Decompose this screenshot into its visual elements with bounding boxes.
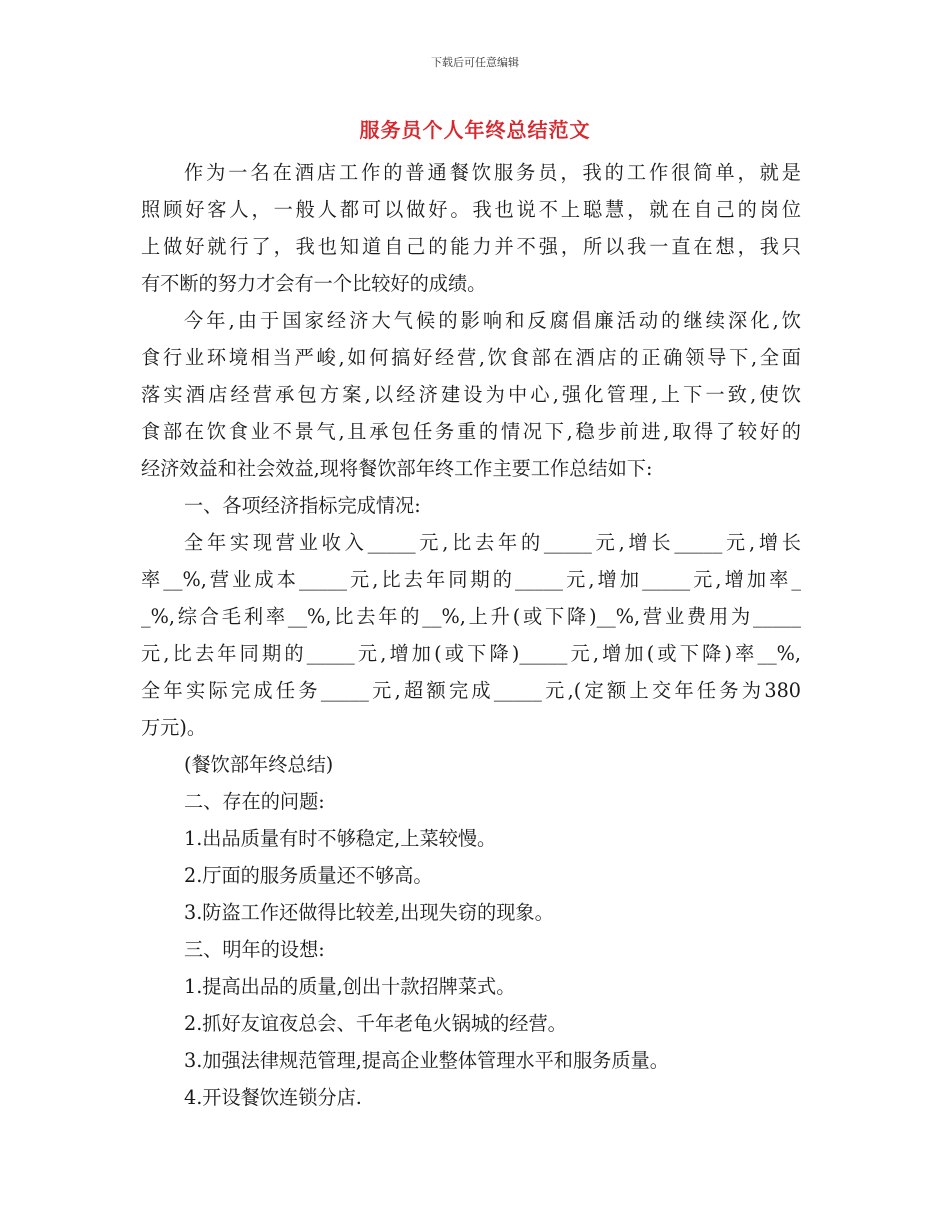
paragraph-line: 落实酒店经营承包方案,以经济建设为中心,强化管理,上下一致,使饮 [141, 383, 801, 406]
section-heading-3: 三、明年的设想: [184, 938, 325, 961]
paragraph-line: _%,综合毛利率__%,比去年的__%,上升(或下降)__%,营业费用为_____ [141, 605, 801, 628]
paragraph-line: 元,比去年同期的_____元,增加(或下降)_____元,增加(或下降)率__%, [141, 642, 801, 665]
paragraph-line: 率__%,营业成本_____元,比去年同期的_____元,增加_____元,增加率_ [141, 568, 801, 591]
paragraph-line: 食部在饮食业不景气,且承包任务重的情况下,稳步前进,取得了较好的 [141, 420, 801, 443]
paragraph-line: 食行业环境相当严峻,如何搞好经营,饮食部在酒店的正确领导下,全面 [141, 346, 801, 369]
paragraph-line: 作为一名在酒店工作的普通餐饮服务员，我的工作很简单，就是 [184, 161, 801, 184]
paragraph-line: 照顾好客人，一般人都可以做好。我也说不上聪慧，就在自己的岗位 [141, 198, 801, 221]
list-item: 3.防盗工作还做得比较差,出现失窃的现象。 [184, 901, 554, 924]
list-item: 2.抓好友谊夜总会、千年老龟火锅城的经营。 [184, 1012, 567, 1035]
section-heading-2: 二、存在的问题: [184, 790, 325, 813]
paragraph-line: 经济效益和社会效益,现将餐饮部年终工作主要工作总结如下: [141, 457, 653, 480]
list-item: 1.出品质量有时不够稳定,上菜较慢。 [184, 827, 497, 850]
list-item: 1.提高出品的质量,创出十款招牌菜式。 [184, 975, 516, 998]
header-note: 下载后可任意编辑 [431, 56, 519, 69]
paragraph-line: 万元)。 [141, 716, 207, 739]
list-item: 3.加强法律规范管理,提高企业整体管理水平和服务质量。 [184, 1049, 669, 1072]
note-line: (餐饮部年终总结) [184, 753, 334, 776]
paragraph-line: 全年实现营业收入_____元,比去年的_____元,增长_____元,增长 [184, 531, 801, 554]
section-heading-1: 一、各项经济指标完成情况: [184, 494, 421, 517]
document-title: 服务员个人年终总结范文 [359, 118, 591, 142]
paragraph-line: 全年实际完成任务_____元,超额完成_____元,(定额上交年任务为380 [141, 679, 801, 702]
paragraph-line: 今年,由于国家经济大气候的影响和反腐倡廉活动的继续深化,饮 [184, 309, 801, 332]
list-item: 2.厅面的服务质量还不够高。 [184, 864, 433, 887]
document-body [141, 154, 801, 1116]
paragraph-line: 有不断的努力才会有一个比较好的成绩。 [141, 272, 487, 295]
list-item: 4.开设餐饮连锁分店. [184, 1086, 362, 1109]
paragraph-line: 上做好就行了，我也知道自己的能力并不强，所以我一直在想，我只 [141, 235, 801, 258]
